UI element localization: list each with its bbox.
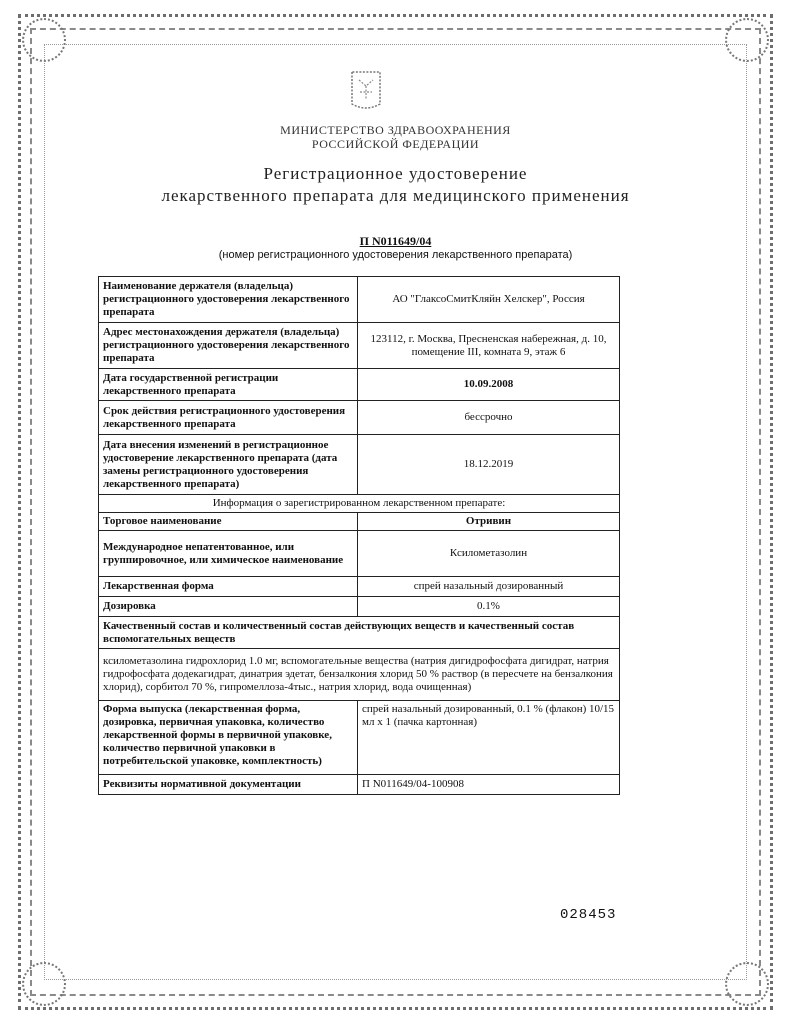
- composition-heading: Качественный состав и количественный состав действующих веществ и качественный состав вспомогательных веществ: [99, 617, 620, 649]
- composition-text: ксилометазолина гидрохлорид 1.0 мг, вспомогательные вещества (натрия дигидрофосфата дигидрат, натрия гидрофосфата додекагидрат, динатрия эдетат, бензалкония хлорид 50 % раствор (в пересчете на бензалкония хлорид), сорбитол 70 %, гипромеллоза-4тыс., натрия хлорид, вода очищенная): [99, 649, 620, 701]
- registration-number-caption: (номер регистрационного удостоверения лекарственного препарата): [218, 249, 573, 261]
- document-title-line-2: лекарственного препарата для медицинского применения: [161, 186, 630, 205]
- table-row: [99, 701, 620, 775]
- validity-value: бессрочно: [358, 401, 620, 435]
- corner-rosette-bottom-left: [22, 962, 66, 1006]
- table-row: [99, 495, 620, 513]
- table-row: [99, 513, 620, 531]
- registration-date-label: Дата государственной регистрации лекарственного препарата: [99, 369, 358, 401]
- amendment-date-label: Дата внесения изменений в регистрационное удостоверение лекарственного препарата (дата замены регистрационного удостоверения лекарственного препарата): [99, 435, 358, 495]
- trade-name-label: Торговое наименование: [99, 513, 358, 531]
- drug-info-heading: Информация о зарегистрированном лекарственном препарате:: [99, 495, 620, 513]
- inn-label: Международное непатентованное, или группировочное, или химическое наименование: [99, 531, 358, 577]
- release-form-value: спрей назальный дозированный, 0.1 % (флакон) 10/15 мл х 1 (пачка картонная): [358, 701, 620, 775]
- holder-address-label: Адрес местонахождения держателя (владельца) регистрационного удостоверения лекарственного препарата: [99, 323, 358, 369]
- table-row: [99, 369, 620, 401]
- table-row: [99, 435, 620, 495]
- registration-number: П N011649/04: [359, 234, 432, 248]
- amendment-date-value: 18.12.2019: [358, 435, 620, 495]
- corner-rosette-bottom-right: [725, 962, 769, 1006]
- inn-value: Ксилометазолин: [358, 531, 620, 577]
- state-emblem-icon: [344, 68, 388, 114]
- table-row: [99, 649, 620, 701]
- dosage-value: 0.1%: [358, 597, 620, 617]
- table-row: [99, 597, 620, 617]
- document-title-line-1: Регистрационное удостоверение: [263, 164, 528, 183]
- ministry-line-1: МИНИСТЕРСТВО ЗДРАВООХРАНЕНИЯ: [280, 123, 511, 137]
- trade-name-value: Отривин: [358, 513, 620, 531]
- table-row: [99, 323, 620, 369]
- table-row: [99, 531, 620, 577]
- form-serial-number: 028453: [560, 907, 617, 923]
- dosage-form-value: спрей назальный дозированный: [358, 577, 620, 597]
- corner-rosette-top-right: [725, 18, 769, 62]
- holder-name-value: АО "ГлаксоСмитКляйн Хелскер", Россия: [358, 277, 620, 323]
- corner-rosette-top-left: [22, 18, 66, 62]
- table-row: [99, 277, 620, 323]
- dosage-form-label: Лекарственная форма: [99, 577, 358, 597]
- validity-label: Срок действия регистрационного удостоверения лекарственного препарата: [99, 401, 358, 435]
- table-row: [99, 775, 620, 795]
- table-row: [99, 577, 620, 597]
- requisites-label: Реквизиты нормативной документации: [99, 775, 358, 795]
- release-form-label: Форма выпуска (лекарственная форма, дозировка, первичная упаковка, количество лекарственной формы в первичной упаковке, количество первичной упаковки в потребительской упаковке, комплектность): [99, 701, 358, 775]
- holder-table: [98, 276, 620, 795]
- requisites-value: П N011649/04-100908: [358, 775, 620, 795]
- holder-address-value: 123112, г. Москва, Пресненская набережная, д. 10, помещение III, комната 9, этаж 6: [358, 323, 620, 369]
- dosage-label: Дозировка: [99, 597, 358, 617]
- ministry-line-2: РОССИЙСКОЙ ФЕДЕРАЦИИ: [311, 137, 480, 151]
- table-row: [99, 401, 620, 435]
- table-row: [99, 617, 620, 649]
- holder-name-label: Наименование держателя (владельца) регистрационного удостоверения лекарственного препарата: [99, 277, 358, 323]
- registration-date-value: 10.09.2008: [358, 369, 620, 401]
